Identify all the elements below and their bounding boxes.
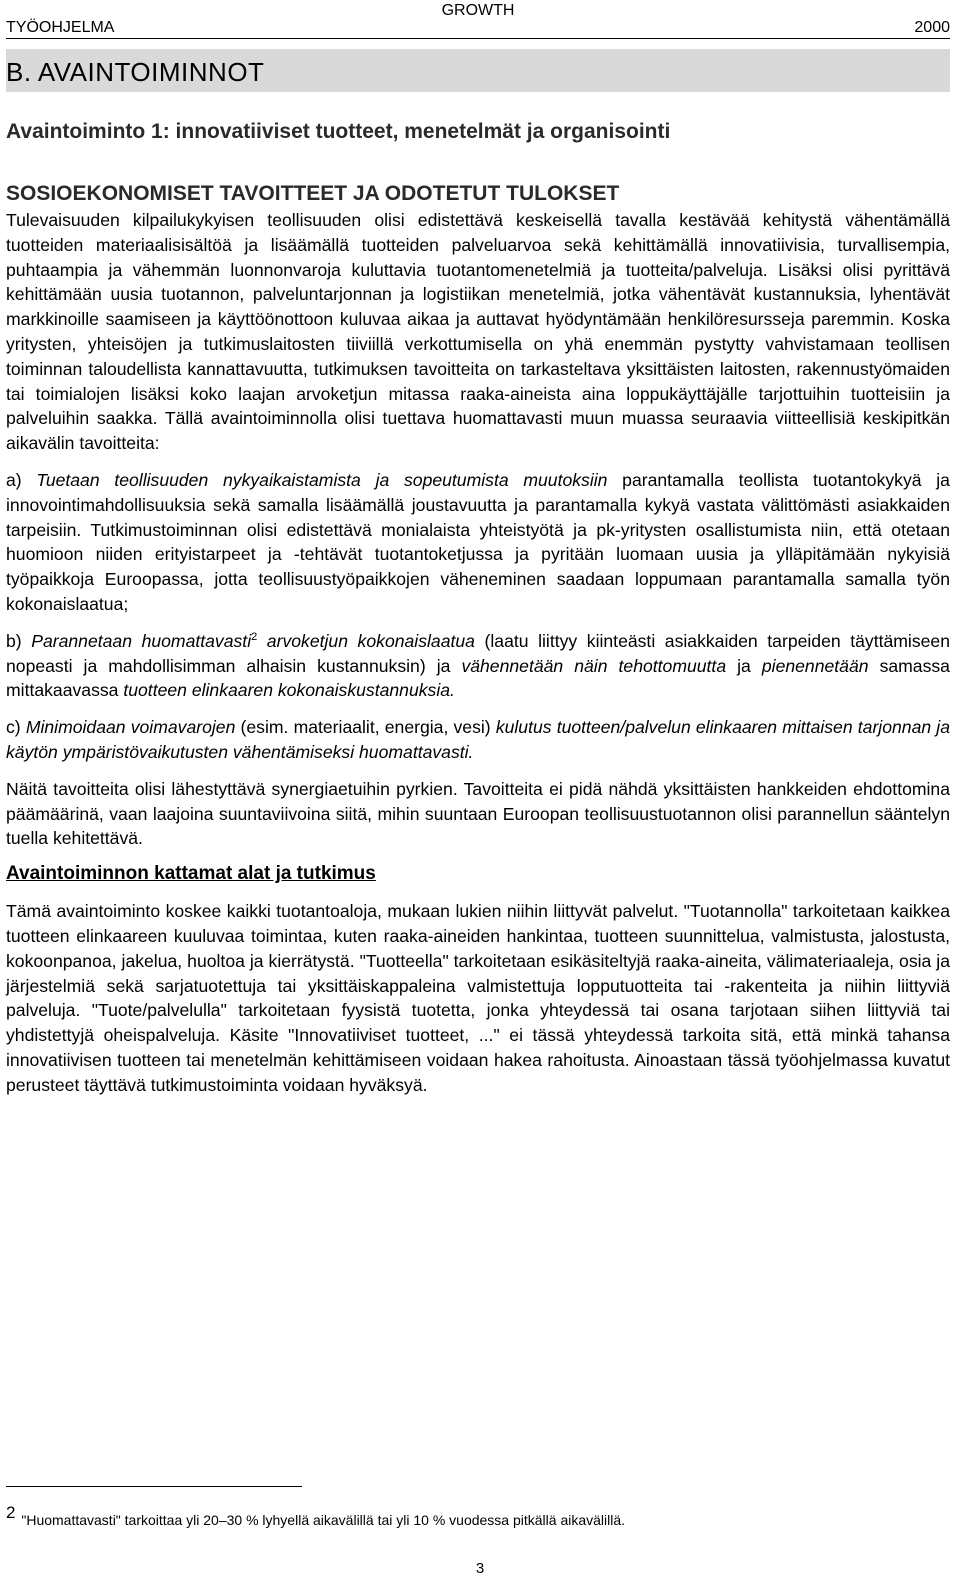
synergy-paragraph: Näitä tavoitteita olisi lähestyttävä synergiaetuihin pyrkien. Tavoitteita ei pidä nähdä yksittäisten hankkeiden ehdottomina päämäärinä, vaan laajoina suuntaviivoina siitä, mihin suuntaan Euroopan teollisuustuotannon olisi parannellun sääntelyn tuella kehitettävä.: [6, 778, 950, 849]
item-b-italic-2: arvoketjun kokonaislaatua: [257, 630, 475, 651]
coverage-paragraph: Tämä avaintoiminto koskee kaikki tuotantoaloja, mukaan lukien niihin liittyvät palvelut. "Tuotannolla" tarkoitetaan kaikkea tuotteen elinkaareen kuuluvaa toimintaa, kuten raaka-aineiden hankintaa, tuotteen suunnittelua, valmistusta, jalostusta, kokoonpanoa, jakelua, huoltoa ja kierrätystä. "Tuotteella" tarkoitetaan esikäsiteltyjä raaka-aineita, välimateriaaleja, osia ja järjestelmiä sekä sarjatuotettuja tai yksittäiskappaleina valmistettuja lopputuotteita tai -rakenteita ja niihin liittyviä palveluja. "Tuote/palvelulla" tarkoitetaan fyysistä tuotetta, jonka yhteydessä tai osana tarjotaan siihen liittyviä tai yhdistettyjä oheispalveluja. Käsite "Innovatiiviset tuotteet, ..." ei tässä yhteydessä tarkoita sitä, että minkä tahansa innovatiivisen tuotteen tai menetelmän kehittämiseen voidaan hakea rahoitusta. Ainoastaan tässä työohjelmassa kuvatut perusteet täyttävä tutkimustoiminta voidaan hyväksyä.: [6, 901, 950, 1095]
header-center: GROWTH: [441, 2, 515, 19]
item-c-paragraph: [6, 715, 950, 765]
footnote-mark: 2: [6, 1503, 16, 1522]
section-heading-bar: [6, 49, 950, 92]
coverage-title: Avaintoiminnon kattamat alat ja tutkimus: [6, 863, 376, 885]
main-content: [6, 120, 950, 1098]
item-b-text-3: samassa mittakaavassa: [6, 655, 950, 701]
item-b-text-2: ja: [726, 655, 762, 676]
item-b-italic-5: tuotteen elinkaaren kokonaiskustannuksia.: [123, 680, 455, 701]
item-b-prefix: b): [6, 630, 32, 651]
page-number: 3: [475, 1560, 485, 1577]
item-a-text: parantamalla teollista tuotantokykyä ja innovointimahdollisuuksia sekä samalla lisäämällä joustavuutta ja parantamalla kykyä vastata välittömästi asiakkaiden tarpeisiin. Tutkimustoiminnan olisi edistettävä monialaista yhteistyötä ja pk-yritysten osallistumista niin, että otetaan huomioon niiden erityistarpeet ja -tehtävät tuotantoketjussa ja pyritään luomaan uusia ja ylläpitämään nykyisiä työpaikkoja Euroopassa, jotta teollisuustyöpaikkojen väheneminen saadaan loppumaan parantamalla samalla työn kokonaislaatua;: [6, 469, 950, 614]
item-a-italic: Tuetaan teollisuuden nykyaikaistamista ja sopeutumista muutoksiin: [36, 469, 608, 490]
footnote-divider: [6, 1486, 302, 1487]
item-c-italic-2: kulutus tuotteen/palvelun elinkaaren mittaisen tarjonnan ja käytön ympäristövaikutusten vähentämiseksi huomattavasti.: [6, 717, 950, 762]
header-right: 2000: [914, 19, 950, 36]
page-header: [6, 0, 950, 39]
section-title: B. AVAINTOIMINNOT: [6, 57, 265, 87]
item-b-text-1: (laatu liittyy kiinteästi asiakkaiden tarpeiden täyttämiseen nopeasti ja mahdollisimman alhaisin kustannuksin) ja: [6, 630, 950, 676]
item-b-italic-4: pienennetään: [761, 655, 869, 676]
item-c-prefix: c): [6, 717, 26, 738]
item-c-italic-1: Minimoidaan voimavarojen: [25, 717, 236, 738]
footnote: [6, 1503, 626, 1530]
item-a-paragraph: [6, 468, 950, 617]
item-a-prefix: a): [6, 469, 37, 490]
item-c-text-1: (esim. materiaalit, energia, vesi): [235, 717, 496, 738]
intro-paragraph: Tulevaisuuden kilpailukykyisen teollisuuden olisi edistettävä keskeisellä tavalla kestävää kehitystä vähentämällä tuotteiden materiaalisisältöä ja lisäämällä tuotteiden palveluarvoa sekä kehittämällä innovatiivisia, turvallisempia, puhtaampia ja vähemmän luonnonvaroja kuluttavia tuotantomenetelmiä ja tuotteita/palveluja. Lisäksi olisi pyrittävä kehittämään uusia tuotannon, palveluntarjonnan ja logistiikan menetelmiä, jotka vähentävät kustannuksia, lyhentävät markkinoille saamiseen ja käyttöönottoon kuluvaa aikaa ja auttavat hyödyntämään henkilöresursseja paremmin. Koska yritysten, yhteisöjen ja tutkimuslaitosten tiiviillä verkottumisella on yhä enemmän pystytty vahvistamaan teollisen toiminnan taloudellista kannattavuutta, tutkimuksen tavoitteita on tarkasteltava yksittäisten laitosten, rakennustyömaiden tai toimialojen lisäksi koko laajan arvoketjun mitassa raaka-aineista aina loppukäyttäjälle tarjottuihin tuotteisiin ja palveluihin saakka. Tällä avaintoiminnolla olisi tuettava huomattavasti muun muassa seuraavia viitteellisiä keskipitkän aikavälin tavoitteita:: [6, 210, 950, 454]
item-b-italic-3: vähennetään näin tehottomuutta: [461, 655, 727, 676]
footnote-reference[interactable]: 2: [251, 630, 258, 643]
item-b-italic-1: Parannetaan huomattavasti: [31, 630, 252, 651]
header-left: TYÖOHJELMA: [6, 19, 115, 36]
goals-title: SOSIOEKONOMISET TAVOITTEET JA ODOTETUT TULOKSET: [6, 182, 620, 205]
key-action-title: Avaintoiminto 1: innovatiiviset tuotteet, menetelmät ja organisointi: [6, 120, 671, 143]
item-b-paragraph: [6, 629, 950, 703]
footnote-text: "Huomattavasti" tarkoittaa yli 20–30 % lyhyellä aikavälillä tai yli 10 % vuodessa pitkällä aikavälillä.: [21, 1512, 626, 1528]
